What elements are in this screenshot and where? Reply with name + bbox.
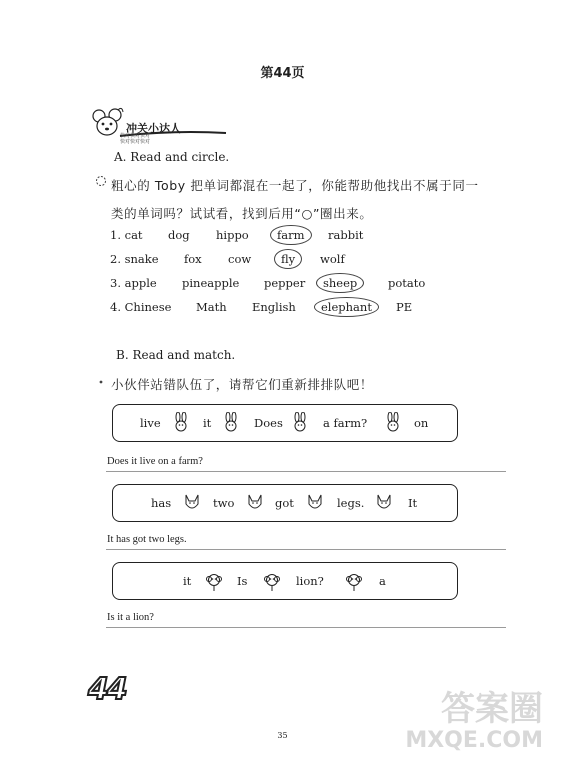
answer-sentence: It has got two legs. [107, 534, 187, 545]
word: pepper [264, 276, 306, 290]
box-word: legs. [337, 496, 365, 510]
section-badge-label: 冲关小达人 [126, 122, 181, 135]
word: wolf [320, 252, 345, 266]
box-word: it [203, 416, 212, 430]
rabbit-icon [385, 412, 401, 434]
fox-icon [375, 492, 393, 514]
word: fox [184, 252, 202, 266]
word-order-box [112, 484, 458, 522]
part-a-heading: A. Read and circle. [114, 150, 230, 164]
word-order-box [112, 404, 458, 442]
answer-sentence: Is it a lion? [107, 612, 154, 623]
box-word: Is [237, 574, 248, 588]
section-badge [90, 106, 220, 145]
circled-word: farm [270, 225, 312, 245]
word: 2. snake [110, 252, 159, 266]
circled-word: sheep [316, 273, 364, 293]
writing-line [106, 549, 506, 550]
box-word: has [151, 496, 172, 510]
rabbit-icon [292, 412, 308, 434]
word: rabbit [328, 228, 364, 242]
box-word: it [183, 574, 192, 588]
word: 4. Chinese [110, 300, 172, 314]
rabbit-icon [223, 412, 239, 434]
word: cow [228, 252, 252, 266]
section-badge-subtext: 快对快对快对 快对快对快对 [120, 133, 151, 145]
circled-word: fly [274, 249, 302, 269]
fox-icon [183, 492, 201, 514]
page-number: 35 [277, 731, 288, 740]
box-word: got [275, 496, 294, 510]
word: English [252, 300, 296, 314]
box-word: a [379, 574, 386, 588]
writing-line [106, 627, 506, 628]
monkey-icon [205, 570, 223, 592]
monkey-icon [263, 570, 281, 592]
word: 3. apple [110, 276, 157, 290]
box-word: lion? [296, 574, 324, 588]
fox-icon [246, 492, 264, 514]
rabbit-icon [173, 412, 189, 434]
watermark-line1: 答案圈 [441, 689, 543, 729]
part-a-instruction-line2: 类的单词吗？试试看，找到后用“○”圈出来。 [111, 206, 373, 221]
word: PE [396, 300, 413, 314]
box-word: Does [254, 416, 283, 430]
box-word: two [213, 496, 235, 510]
part-b-heading: B. Read and match. [116, 348, 236, 362]
box-word: a farm? [323, 416, 368, 430]
box-word: live [140, 416, 161, 430]
word-order-box [112, 562, 458, 600]
answer-sentence: Does it live on a farm? [107, 456, 203, 467]
word: dog [168, 228, 190, 242]
watermark [405, 690, 543, 754]
writing-line [106, 471, 506, 472]
part-a-instruction-line1: 粗心的 Toby 把单词都混在一起了，你能帮助他找出不属于同一 [111, 178, 479, 193]
sparkle-icon [93, 173, 109, 189]
part-b-instruction: 小伙伴站错队伍了，请帮它们重新排排队吧！ [111, 377, 374, 392]
word: pineapple [182, 276, 240, 290]
box-word: It [408, 496, 418, 510]
decorative-page-number: 44 [88, 672, 126, 707]
watermark-line2: MXQE.COM [405, 728, 543, 753]
box-word: on [414, 416, 429, 430]
word: 1. cat [110, 228, 143, 242]
word: Math [196, 300, 227, 314]
fox-icon [306, 492, 324, 514]
word: hippo [216, 228, 249, 242]
word: potato [388, 276, 426, 290]
word-rows [0, 228, 565, 324]
monkey-icon [345, 570, 363, 592]
circled-word: elephant [314, 297, 379, 317]
bullet-dot-icon [96, 376, 108, 388]
page-title: 第44页 [260, 66, 305, 81]
